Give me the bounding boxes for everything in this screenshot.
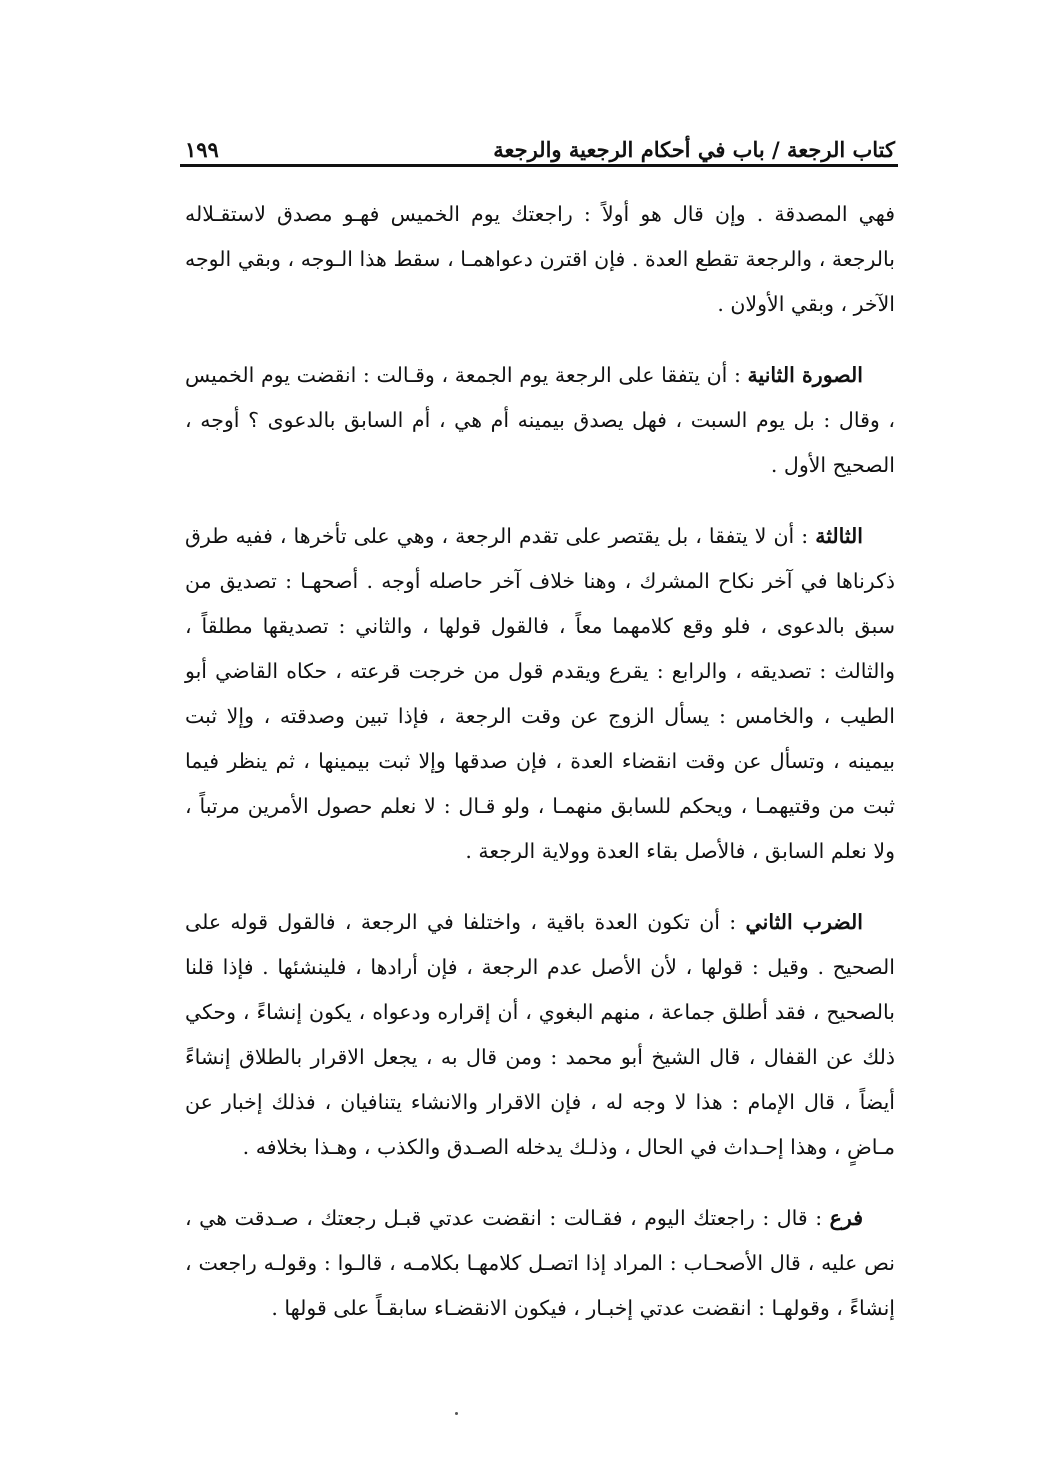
paragraph-text: : أن يتفقا على الرجعة يوم الجمعة ، وقـالت : انقضت يوم الخميس ، وقال : بل يوم السبت ، فهل يصدق بيمينه أم هي ، أم السابق بالدعوى ؟ أوجه ، الصحيح الأول .	[185, 363, 895, 477]
paragraph-5	[185, 1196, 895, 1331]
header-title: كتاب الرجعة / باب في أحكام الرجعية والرجعة	[493, 137, 895, 162]
paragraph-text: فهي المصدقة . وإن قال هو أولاً : راجعتك يوم الخميس فهـو مصدق لاستقـلاله بالرجعة ، والرجعة تقطع العدة . فإن اقترن دعواهمـا ، سقط هذا الـوجه ، وبقي الوجه الآخر ، وبقي الأولان .	[185, 202, 895, 316]
paragraph-text: : قال : راجعتك اليوم ، فقـالت : انقضت عدتي قبـل رجعتك ، صـدقت هي ، نص عليه ، قال الأصحـاب : المراد إذا اتصـل كلامهـا بكلامـه ، قالـوا : وقولـه راجعت ، إنشاءً ، وقولهـا : انقضت عدتي إخبـار ، فيكون الانقضـاء سابقـاً على قولها .	[185, 1206, 895, 1320]
paragraph-3	[185, 514, 895, 874]
paragraph-2	[185, 353, 895, 488]
page-number: ١٩٩	[185, 137, 219, 162]
paragraph-text: : أن تكون العدة باقية ، واختلفا في الرجعة ، فالقول قوله على الصحيح . وقيل : قولها ، لأن الأصل عدم الرجعة ، فإن أرادها ، فلينشئها . فإذا قلنا بالصحيح ، فقد أطلق جماعة ، منهم البغوي ، أن إقراره ودعواه ، يكون إنشاءً ، وحكي ذلك عن القفال ، قال الشيخ أبو محمد : ومن قال به ، يجعل الاقرار بالطلاق إنشاءً أيضاً ، قال الإمام : هذا لا وجه له ، فإن الاقرار والانشاء يتنافيان ، فذلك إخبار عن مـاضٍ ، وهذا إحـداث في الحال ، وذلـك يدخله الصـدق والكذب ، وهـذا بخلافه .	[185, 910, 895, 1159]
paragraph-text: : أن لا يتفقا ، بل يقتصر على تقدم الرجعة ، وهي على تأخرها ، ففيه طرق ذكرناها في آخر نكاح المشرك ، وهنا خلاف آخر حاصله أوجه . أصحهـا : تصديق من سبق بالدعوى ، فلو وقع كلامهما معاً ، فالقول قولها ، والثاني : تصديقها مطلقاً ، والثالث : تصديقه ، والرابع : يقرع ويقدم قول من خرجت قرعته ، حكاه القاضي أبو الطيب ، والخامس : يسأل الزوج عن وقت الرجعة ، فإذا تبين وصدقته ، وإلا ثبت بيمينه ، وتسأل عن وقت انقضاء العدة ، فإن صدقها وإلا ثبت بيمينها ، ثم ينظر فيما ثبت من وقتيهمـا ، ويحكم للسابق منهمـا ، ولو قـال : لا نعلم حصول الأمرين مرتباً ، ولا نعلم السابق ، فالأصل بقاء العدة وولاية الرجعة .	[185, 524, 895, 863]
paragraph-heading: الضرب الثاني	[745, 910, 863, 934]
paragraph-4	[185, 900, 895, 1170]
body-text	[185, 192, 895, 1357]
running-header	[185, 128, 895, 162]
paragraph-heading: فرع	[829, 1206, 863, 1230]
paragraph-heading: الصورة الثانية	[747, 363, 863, 387]
scan-speck	[455, 1412, 458, 1415]
paragraph-heading: الثالثة	[815, 524, 863, 548]
header-rule	[180, 164, 898, 167]
paragraph-1	[185, 192, 895, 327]
